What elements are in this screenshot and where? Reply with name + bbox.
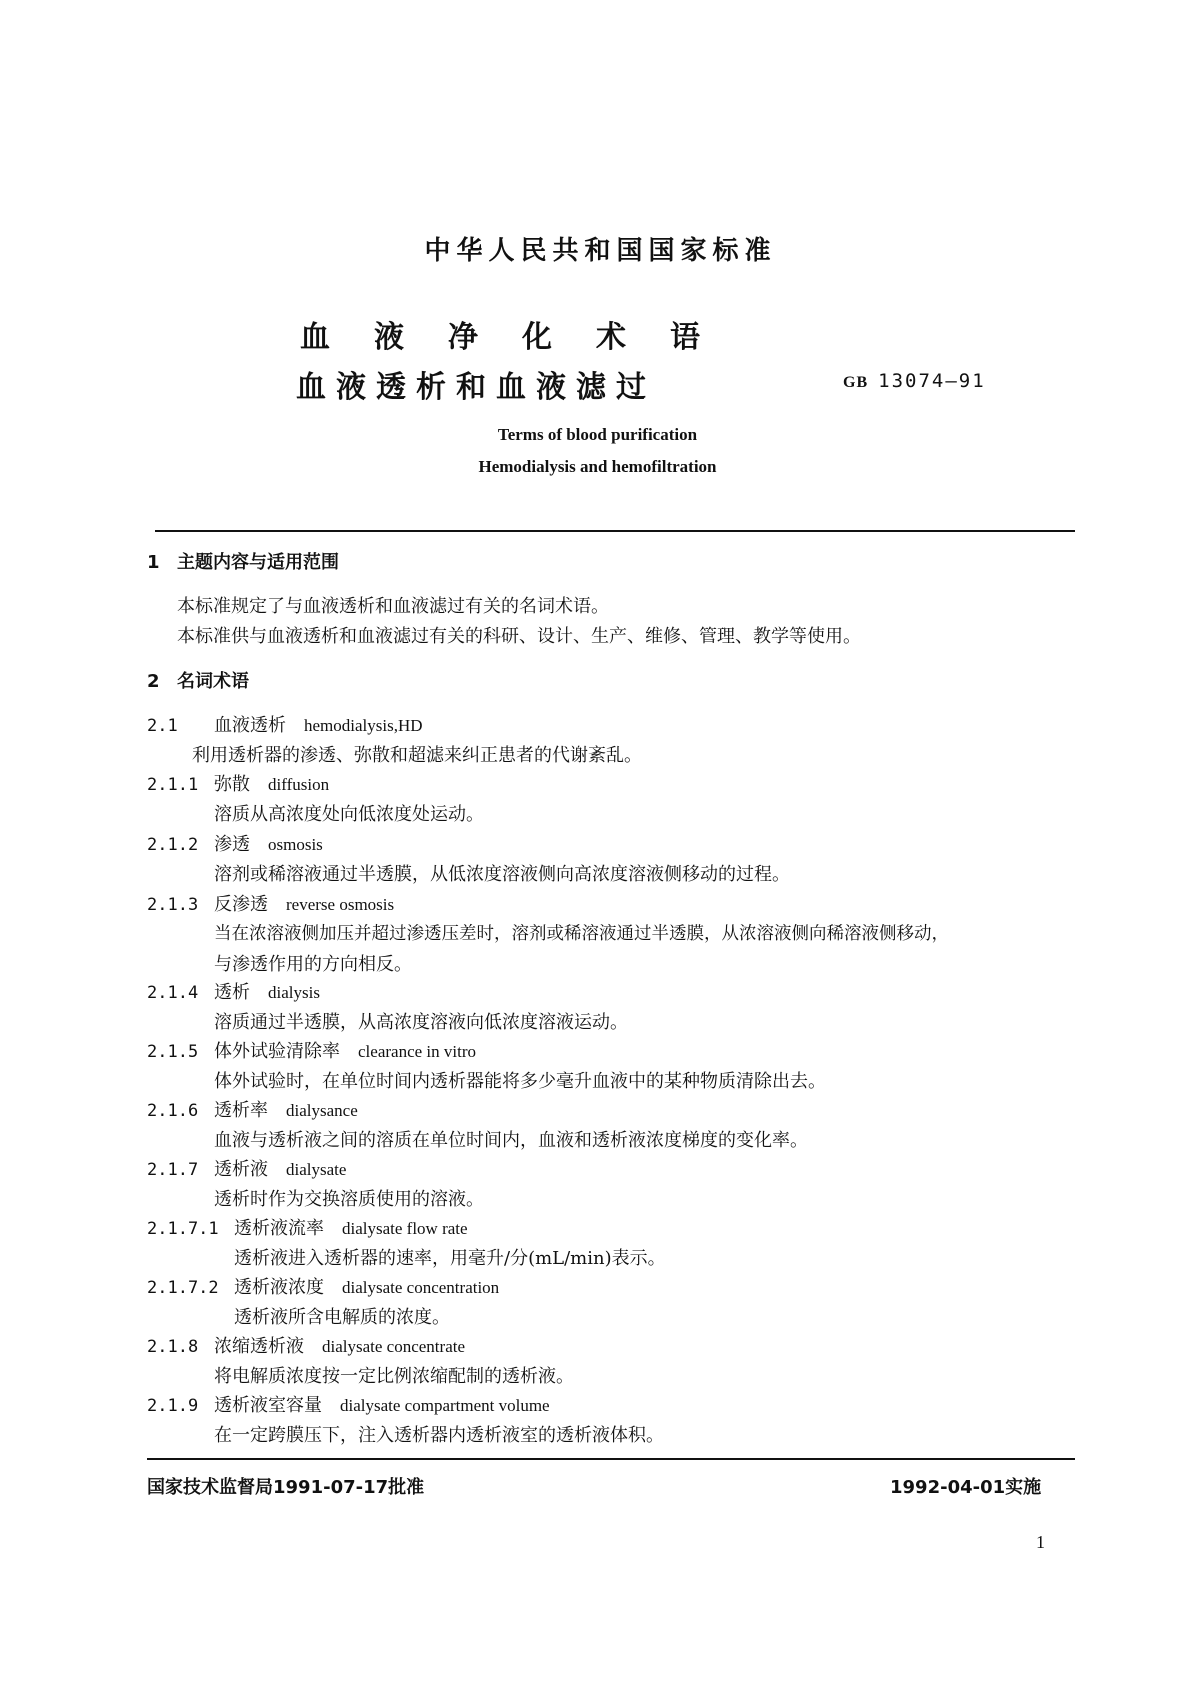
effective-date-line: 1992-04-01实施 xyxy=(890,1477,1042,1498)
term-zh: 弥散 xyxy=(214,774,250,795)
section-2-heading xyxy=(147,667,249,693)
term-en: dialysate concentration xyxy=(342,1278,500,1297)
term-heading xyxy=(147,711,423,737)
section-1-title: 主题内容与适用范围 xyxy=(177,552,339,573)
term-number: 2.1.9 xyxy=(147,1396,199,1416)
section-2-title: 名词术语 xyxy=(177,671,249,692)
term-en: dialysate compartment volume xyxy=(340,1396,550,1415)
term-definition: 透析液进入透析器的速率，用毫升/分(mL/min)表示。 xyxy=(234,1248,666,1269)
term-heading xyxy=(147,1332,465,1358)
term-heading xyxy=(147,890,394,916)
term-number: 2.1 xyxy=(147,716,178,736)
term-zh: 体外试验清除率 xyxy=(214,1041,340,1062)
term-definition: 与渗透作用的方向相反。 xyxy=(214,954,412,975)
term-en: dialysis xyxy=(268,983,320,1002)
page-number: 1 xyxy=(1036,1532,1045,1552)
term-heading xyxy=(147,1214,468,1240)
header-divider xyxy=(155,530,1075,532)
term-en: diffusion xyxy=(268,775,330,794)
section-1-number: 1 xyxy=(147,552,160,573)
term-en: dialysate concentrate xyxy=(322,1337,466,1356)
term-definition: 将电解质浓度按一定比例浓缩配制的透析液。 xyxy=(214,1366,574,1387)
term-zh: 透析液室容量 xyxy=(214,1395,322,1416)
english-title-2: Hemodialysis and hemofiltration xyxy=(478,457,717,476)
term-definition: 溶剂或稀溶液通过半透膜，从低浓度溶液侧向高浓度溶液侧移动的过程。 xyxy=(214,864,790,885)
term-zh: 透析液流率 xyxy=(234,1218,324,1239)
english-title-1: Terms of blood purification xyxy=(497,425,698,444)
term-definition: 在一定跨膜压下，注入透析器内透析液室的透析液体积。 xyxy=(214,1425,664,1446)
term-en: hemodialysis,HD xyxy=(304,716,423,735)
term-heading xyxy=(147,1096,358,1122)
term-number: 2.1.2 xyxy=(147,835,199,855)
term-number: 2.1.3 xyxy=(147,895,199,915)
term-en: dialysance xyxy=(286,1101,358,1120)
term-definition: 当在浓溶液侧加压并超过渗透压差时，溶剂或稀溶液通过半透膜，从浓溶液侧向稀溶液侧移动， xyxy=(214,924,949,944)
footer-divider xyxy=(147,1458,1075,1460)
term-en: osmosis xyxy=(268,835,323,854)
term-number: 2.1.5 xyxy=(147,1042,199,1062)
term-heading xyxy=(147,1037,476,1063)
term-heading xyxy=(147,1391,550,1417)
term-heading xyxy=(147,1273,499,1299)
section-2-number: 2 xyxy=(147,671,160,692)
term-heading xyxy=(147,770,329,796)
section-1-paragraph: 本标准供与血液透析和血液滤过有关的科研、设计、生产、维修、管理、教学等使用。 xyxy=(177,626,861,647)
term-zh: 反渗透 xyxy=(214,894,268,915)
section-1-heading xyxy=(147,548,339,574)
term-definition: 血液与透析液之间的溶质在单位时间内，血液和透析液浓度梯度的变化率。 xyxy=(214,1130,808,1151)
term-zh: 透析液 xyxy=(214,1159,268,1180)
term-definition: 利用透析器的渗透、弥散和超滤来纠正患者的代谢紊乱。 xyxy=(192,745,642,766)
term-number: 2.1.7.2 xyxy=(147,1278,219,1298)
term-definition: 透析液所含电解质的浓度。 xyxy=(234,1307,450,1328)
term-zh: 透析液浓度 xyxy=(234,1277,324,1298)
standard-prefix: GB xyxy=(843,374,869,391)
term-zh: 透析 xyxy=(214,982,250,1003)
standard-code: 13074—91 xyxy=(878,370,986,392)
term-number: 2.1.4 xyxy=(147,983,199,1003)
term-heading xyxy=(147,1155,346,1181)
term-en: reverse osmosis xyxy=(286,895,395,914)
term-zh: 透析率 xyxy=(214,1100,268,1121)
term-heading xyxy=(147,978,320,1004)
section-1-paragraph: 本标准规定了与血液透析和血液滤过有关的名词术语。 xyxy=(177,596,609,617)
standard-number xyxy=(843,370,986,392)
title-line-1: 血液净化术语 xyxy=(300,320,744,355)
term-definition: 溶质从高浓度处向低浓度处运动。 xyxy=(214,804,484,825)
term-definition: 透析时作为交换溶质使用的溶液。 xyxy=(214,1189,484,1210)
term-zh: 血液透析 xyxy=(214,715,286,736)
term-en: dialysate xyxy=(286,1160,347,1179)
term-number: 2.1.1 xyxy=(147,775,199,795)
term-en: clearance in vitro xyxy=(358,1042,476,1061)
term-en: dialysate flow rate xyxy=(342,1219,468,1238)
organization-heading: 中华人民共和国国家标准 xyxy=(424,236,777,266)
term-number: 2.1.7 xyxy=(147,1160,199,1180)
title-line-2: 血液透析和血液滤过 xyxy=(296,370,656,405)
term-definition: 体外试验时，在单位时间内透析器能将多少毫升血液中的某种物质清除出去。 xyxy=(214,1071,826,1092)
term-definition: 溶质通过半透膜，从高浓度溶液向低浓度溶液运动。 xyxy=(214,1012,628,1033)
term-number: 2.1.8 xyxy=(147,1337,199,1357)
term-number: 2.1.6 xyxy=(147,1101,199,1121)
term-number: 2.1.7.1 xyxy=(147,1219,219,1239)
term-heading xyxy=(147,830,323,856)
approval-line: 国家技术监督局1991-07-17批准 xyxy=(147,1477,425,1498)
term-zh: 渗透 xyxy=(214,834,250,855)
term-zh: 浓缩透析液 xyxy=(214,1336,304,1357)
